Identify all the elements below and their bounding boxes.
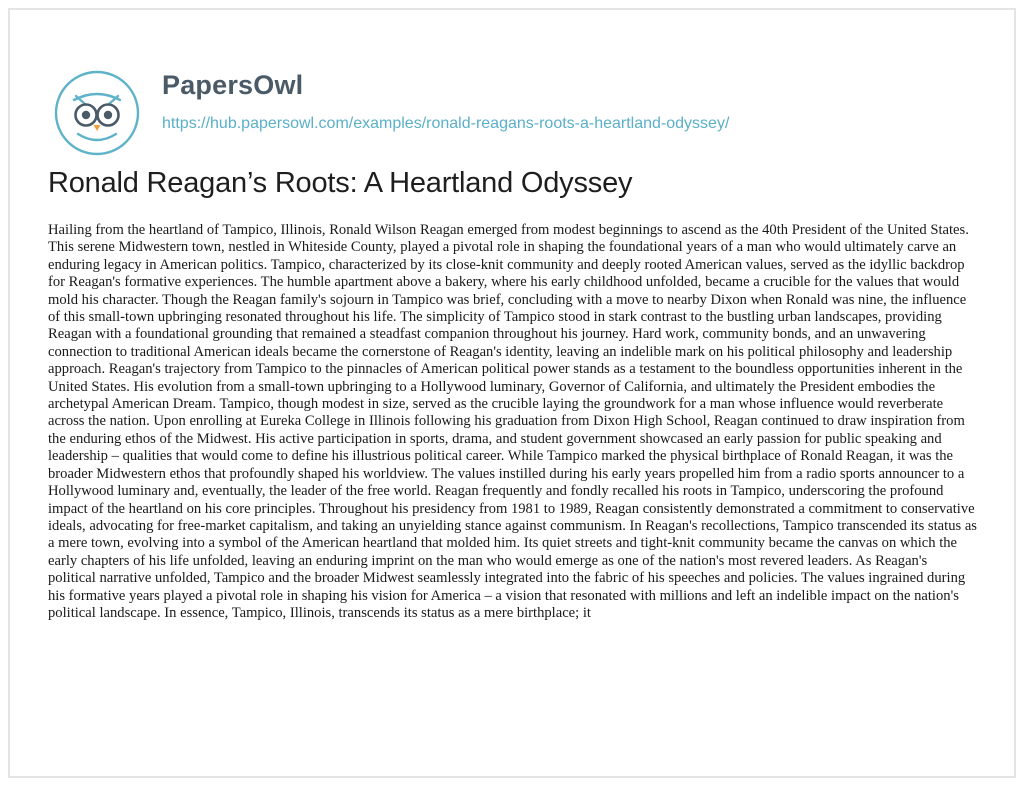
essay-title: Ronald Reagan’s Roots: A Heartland Odyssey bbox=[48, 167, 633, 199]
site-header bbox=[54, 54, 874, 154]
owl-logo-icon[interactable] bbox=[54, 70, 140, 156]
source-url-link[interactable]: https://hub.papersowl.com/examples/ronald-reagans-roots-a-heartland-odyssey/ bbox=[162, 115, 730, 132]
essay-body: Hailing from the heartland of Tampico, Illinois, Ronald Wilson Reagan emerged from modest beginnings to ascend as the 40th President of the United States. This serene Midwestern town, nestled in Whiteside County, played a pivotal role in shaping the foundational years of a man who would ultimately carve an enduring legacy in American politics. Tampico, characterized by its close-knit community and deeply rooted American values, served as the idyllic backdrop for Reagan's formative experiences. The humble apartment above a bakery, where his early childhood unfolded, became a crucible for the values that would mold his character. Though the Reagan family's sojourn in Tampico was brief, concluding with a move to nearby Dixon when Ronald was nine, the influence of this small-town upbringing resonated throughout his life. The simplicity of Tampico stood in stark contrast to the bustling urban landscapes, providing Reagan with a foundational grounding that remained a steadfast companion throughout his journey. Hard work, community bonds, and an unwavering connection to traditional American ideals became the cornerstone of Reagan's identity, leaving an indelible mark on his political philosophy and leadership approach. Reagan's trajectory from Tampico to the pinnacles of American political power stands as a testament to the boundless opportunities inherent in the United States. His evolution from a small-town upbringing to a Hollywood luminary, Governor of California, and ultimately the President embodies the archetypal American Dream. Tampico, though modest in size, served as the crucible laying the groundwork for a man whose influence would reverberate across the nation. Upon enrolling at Eureka College in Illinois following his graduation from Dixon High School, Reagan continued to draw inspiration from the enduring ethos of the Midwest. His active participation in sports, drama, and student government showcased an early passion for public speaking and leadership – qualities that would come to define his illustrious political career. While Tampico marked the physical birthplace of Ronald Reagan, it was the broader Midwestern ethos that profoundly shaped his worldview. The values instilled during his early years propelled him from a radio sports announcer to a Hollywood luminary and, eventually, the leader of the free world. Reagan frequently and fondly recalled his roots in Tampico, underscoring the profound impact of the heartland on his core principles. Throughout his presidency from 1981 to 1989, Reagan consistently demonstrated a commitment to conservative ideals, advocating for free-market capitalism, and taking an unyielding stance against communism. In Reagan's recollections, Tampico transcended its status as a mere town, evolving into a symbol of the American heartland that molded him. Its quiet streets and tight-knit community became the canvas on which the early chapters of his life unfolded, leaving an enduring imprint on the man who would emerge as one of the nation's most revered leaders. As Reagan's political narrative unfolded, Tampico and the broader Midwest seamlessly integrated into the fabric of his speeches and policies. The values ingrained during his formative years played a pivotal role in shaping his vision for America – a vision that resonated with millions and left an indelible impact on the nation's political landscape. In essence, Tampico, Illinois, transcends its status as a mere birthplace; it bbox=[48, 222, 977, 621]
brand-name[interactable]: PapersOwl bbox=[162, 70, 304, 100]
